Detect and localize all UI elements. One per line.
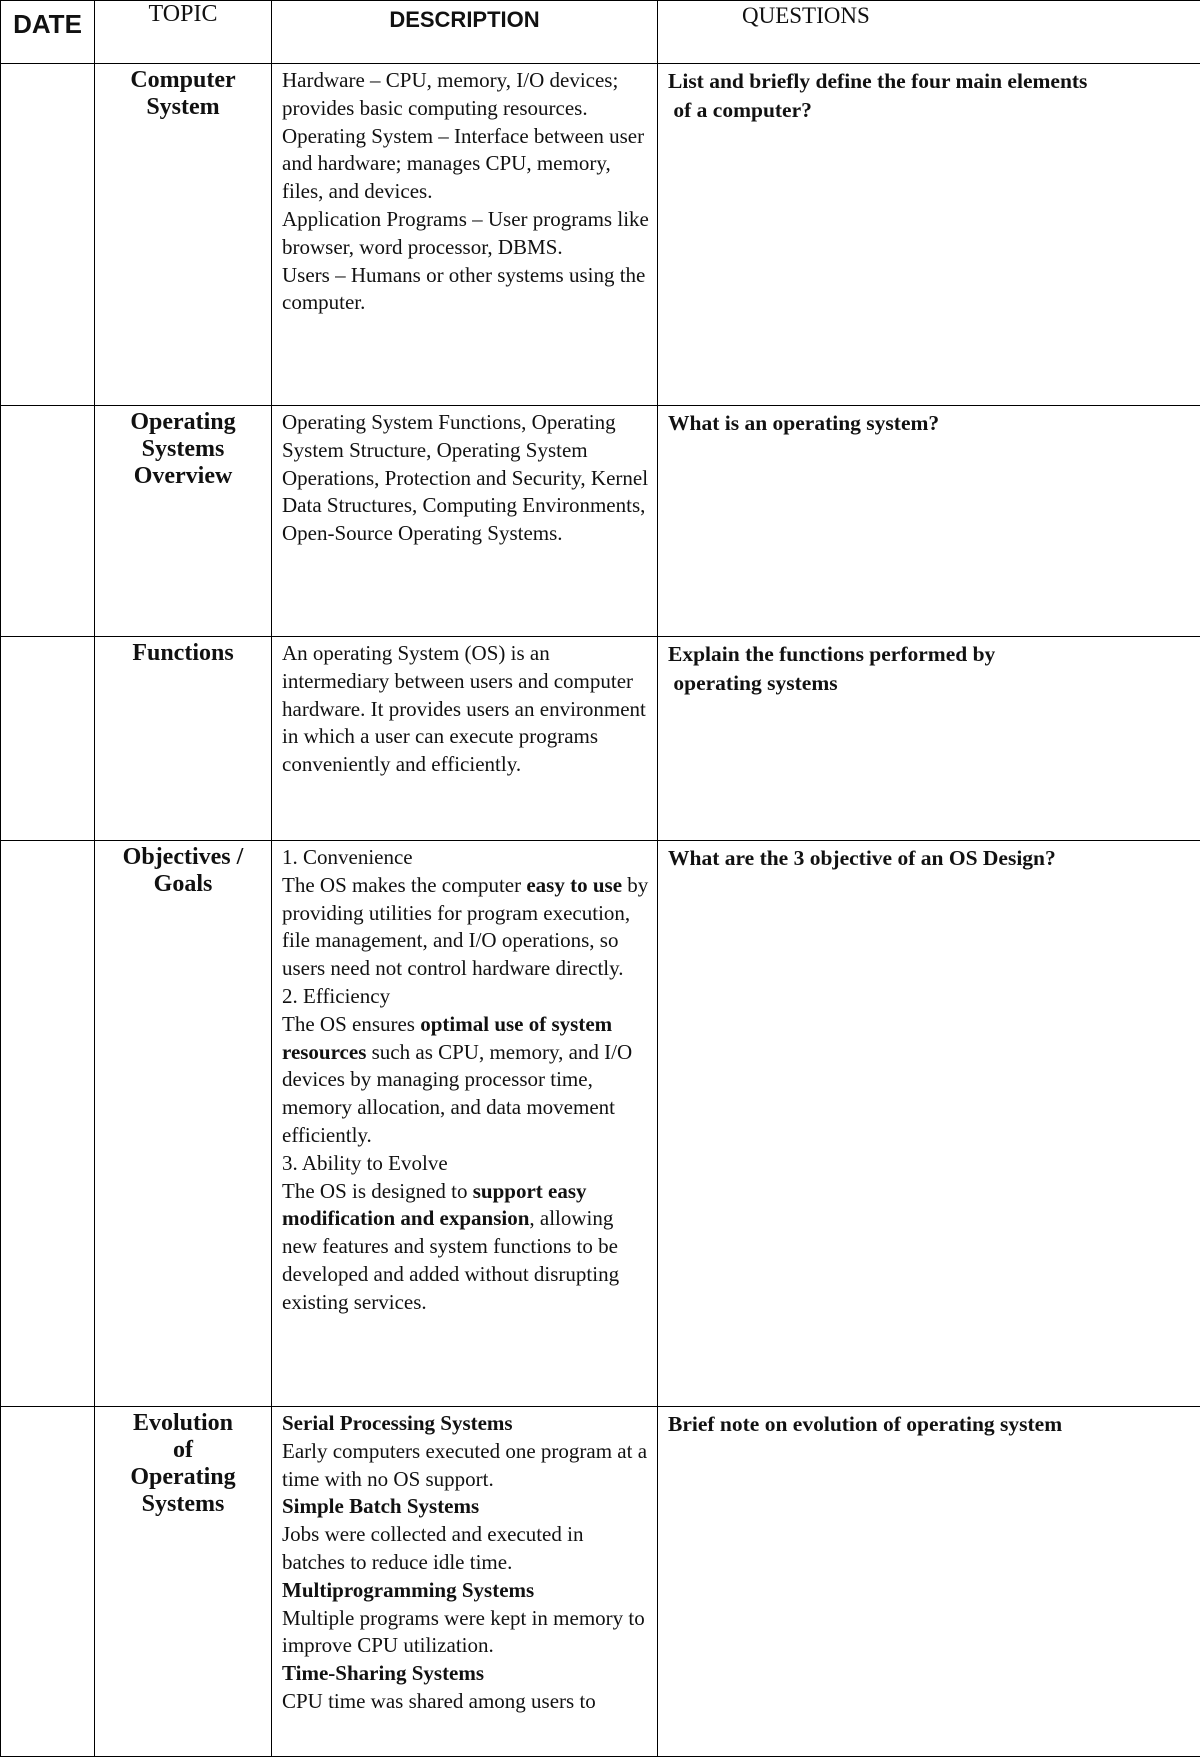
description-cell [272,637,658,841]
description-cell [272,64,658,406]
topic-line: System [146,94,219,120]
text: Hardware – CPU, memory, I/O devices; provides basic computing resources. [282,68,618,120]
question-line: What is an operating system? [668,411,939,435]
bold-text: support easy modification and expansion [282,1179,587,1231]
description-paragraph [282,872,649,983]
bold-text: easy to use [526,873,622,897]
question-cell [658,64,1200,406]
description-paragraph [282,1438,649,1494]
text: An operating System (OS) is an intermediary between users and computer hardware. It provides users an environment in which a user can execute programs conveniently and efficiently. [282,641,646,776]
text: The OS makes the computer [282,873,526,897]
description-paragraph [282,844,649,872]
text: Application Programs – User programs like browser, word processor, DBMS. [282,207,649,259]
topic-line: Operating [130,409,235,435]
date-cell [1,1407,95,1757]
description-cell [272,406,658,637]
topic-line: Operating [130,1464,235,1490]
question-line: of a computer? [668,98,812,122]
description-paragraph [282,1521,649,1577]
text: Users – Humans or other systems using the computer. [282,263,645,315]
bold-text: Multiprogramming Systems [282,1578,534,1602]
text: Multiple programs were kept in memory to improve CPU utilization. [282,1606,645,1658]
text: The OS is designed to [282,1179,473,1203]
description-paragraph [282,123,649,206]
topic-cell [95,64,272,406]
question-cell [658,1407,1200,1757]
text: such as CPU, memory, and I/O devices by managing processor time, memory allocation, and data movement efficiently. [282,1040,632,1147]
text: 1. Convenience [282,845,413,869]
date-cell [1,406,95,637]
header-date: DATE [1,1,95,64]
question-line: Explain the functions performed by [668,642,995,666]
bold-text: Time-Sharing Systems [282,1661,484,1685]
description-paragraph [282,1178,649,1317]
date-cell [1,64,95,406]
text: Jobs were collected and executed in batches to reduce idle time. [282,1522,583,1574]
bold-text: Simple Batch Systems [282,1494,479,1518]
description-paragraph [282,1011,649,1150]
topic-line: of [173,1437,193,1463]
description-paragraph [282,409,649,548]
description-paragraph [282,262,649,318]
question-line: What are the 3 objective of an OS Design? [668,846,1056,870]
table-row [1,841,1200,1407]
topic-line: Systems [142,436,225,462]
text: 2. Efficiency [282,984,390,1008]
topic-cell [95,841,272,1407]
description-paragraph [282,1410,649,1438]
description-cell [272,1407,658,1757]
text: 3. Ability to Evolve [282,1151,448,1175]
description-paragraph [282,206,649,262]
table-row [1,64,1200,406]
header-questions: QUESTIONS [658,1,1200,64]
topic-cell [95,406,272,637]
table-row [1,406,1200,637]
table-row [1,637,1200,841]
description-cell [272,841,658,1407]
question-cell [658,637,1200,841]
topic-line: Evolution [133,1410,233,1436]
topic-cell [95,637,272,841]
question-cell [658,406,1200,637]
text: The OS ensures [282,1012,420,1036]
description-paragraph [282,1493,649,1521]
bold-text: optimal use of system resources [282,1012,612,1064]
header-topic: TOPIC [95,1,272,64]
question-line: List and briefly define the four main elements [668,69,1087,93]
description-paragraph [282,67,649,123]
date-cell [1,841,95,1407]
description-paragraph [282,1150,649,1178]
header-description: DESCRIPTION [272,1,658,64]
text: , allowing new features and system functions to be developed and added without disrupting existing services. [282,1206,619,1313]
header-row [1,1,1200,64]
text: Operating System Functions, Operating System Structure, Operating System Operations, Protection and Security, Kernel Data Structures, Computing Environments, Open-Source Operating Systems. [282,410,648,545]
topic-line: Functions [132,640,233,666]
question-cell [658,841,1200,1407]
topic-line: Objectives / [123,844,244,870]
topic-line: Computer [130,67,235,93]
topic-line: Goals [154,871,213,897]
topic-cell [95,1407,272,1757]
question-line: operating systems [668,671,838,695]
description-paragraph [282,983,649,1011]
description-paragraph [282,640,649,779]
text: Operating System – Interface between user and hardware; manages CPU, memory, files, and devices. [282,124,644,204]
description-paragraph [282,1605,649,1661]
text: Early computers executed one program at a time with no OS support. [282,1439,647,1491]
description-paragraph [282,1577,649,1605]
question-line: Brief note on evolution of operating system [668,1412,1062,1436]
topic-line: Overview [134,463,233,489]
text: by providing utilities for program execution, file management, and I/O operations, so users need not control hardware directly. [282,873,648,980]
table-row [1,1407,1200,1757]
date-cell [1,637,95,841]
description-paragraph [282,1660,649,1688]
description-paragraph [282,1688,649,1716]
bold-text: Serial Processing Systems [282,1411,513,1435]
text: CPU time was shared among users to [282,1689,596,1713]
topic-line: Systems [142,1491,225,1517]
